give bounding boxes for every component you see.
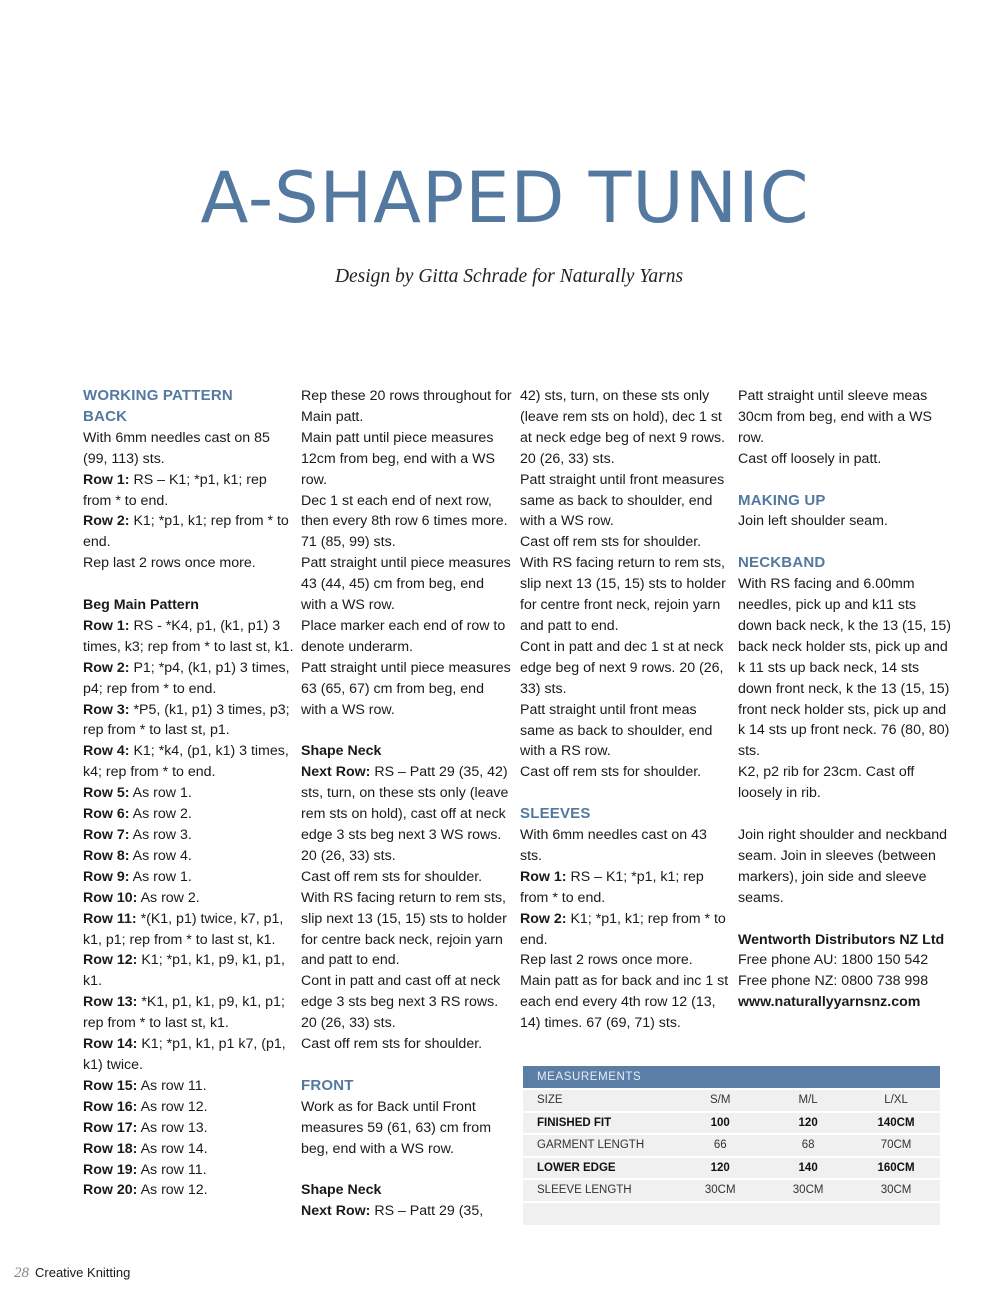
table-cell: 30CM bbox=[792, 1184, 824, 1196]
row-text: RS – Patt 29 (35, bbox=[370, 1203, 484, 1220]
row-label: Row 18: bbox=[83, 1140, 138, 1157]
row-text: As row 1. bbox=[129, 785, 192, 802]
row-text: K1; *p1, k1; rep from * to end. bbox=[83, 513, 289, 551]
main-pattern-row bbox=[83, 888, 295, 909]
row-text: K1; *k4, (p1, k1) 3 times, k4; rep from * to end. bbox=[83, 743, 289, 781]
row-label: Row 7: bbox=[83, 827, 130, 844]
main-pattern-row bbox=[83, 616, 295, 658]
table-row bbox=[523, 1090, 940, 1111]
column-2 bbox=[301, 386, 513, 1222]
sleeve-row-2 bbox=[520, 909, 732, 951]
row-text: RS - *K4, p1, (k1, p1) 3 times, k3; rep from * to last st, k1. bbox=[83, 617, 294, 655]
magazine-name: Creative Knitting bbox=[35, 1265, 131, 1280]
row-text: As row 1. bbox=[129, 868, 192, 885]
main-pattern-row bbox=[83, 741, 295, 783]
row-label: Row 5: bbox=[83, 785, 130, 802]
paragraph: Patt straight until sleeve meas 30cm from beg, end with a WS row. bbox=[738, 388, 932, 446]
website-link[interactable]: www.naturallyyarnsnz.com bbox=[738, 994, 921, 1011]
sleeve-row-1 bbox=[520, 867, 732, 909]
back-rib-row-1 bbox=[83, 470, 295, 512]
back-rib-repeat: Rep last 2 rows once more. bbox=[83, 555, 256, 572]
paragraph: With RS facing return to rem sts, slip next 13 (15, 15) sts to holder for centre front neck, rejoin yarn and patt to end. bbox=[520, 555, 726, 634]
page-title: A-SHAPED TUNIC bbox=[200, 157, 810, 239]
subheading-shape-neck-back: Shape Neck bbox=[301, 743, 382, 760]
row-text: RS – Patt 29 (35, 42) sts, turn, on these sts only (leave rem sts on hold), cast off at neck edge 3 sts beg next 3 WS rows. 20 (26, 33) sts. bbox=[301, 764, 509, 864]
table-row bbox=[523, 1180, 940, 1201]
row-label: Row 17: bbox=[83, 1119, 138, 1136]
back-rib-row-2 bbox=[83, 511, 295, 553]
main-pattern-row bbox=[83, 867, 295, 888]
table-row-label: GARMENT LENGTH bbox=[537, 1139, 645, 1151]
table-cell: 120 bbox=[710, 1161, 730, 1174]
main-pattern-rows bbox=[83, 616, 295, 1201]
table-row bbox=[523, 1113, 940, 1134]
row-text: As row 14. bbox=[137, 1140, 208, 1157]
main-pattern-row bbox=[83, 1034, 295, 1076]
main-pattern-row bbox=[83, 992, 295, 1034]
table-cell: 66 bbox=[713, 1139, 727, 1151]
back-cast-on: With 6mm needles cast on 85 (99, 113) sts. bbox=[83, 429, 270, 467]
paragraph: K2, p2 rib for 23cm. Cast off loosely in rib. bbox=[738, 764, 915, 802]
table-row-label: SLEEVE LENGTH bbox=[537, 1184, 632, 1196]
row-label: Row 9: bbox=[83, 868, 130, 885]
row-label: Next Row: bbox=[301, 764, 371, 781]
heading-working-pattern: WORKING PATTERN bbox=[83, 387, 233, 404]
row-label: Next Row: bbox=[301, 1203, 371, 1220]
row-label: Row 8: bbox=[83, 847, 130, 864]
table-cell: S/M bbox=[709, 1094, 731, 1106]
row-label: Row 11: bbox=[83, 910, 137, 927]
main-pattern-row bbox=[83, 1097, 295, 1118]
table-cell: 140CM bbox=[877, 1116, 915, 1129]
paragraph: Patt straight until piece measures 63 (65, 67) cm from beg, end with a WS row. bbox=[301, 659, 511, 718]
paragraph: Cast off rem sts for shoulder. bbox=[520, 764, 702, 781]
row-text: K1; *p1, k1; rep from * to end. bbox=[520, 910, 726, 948]
row-label: Row 14: bbox=[83, 1036, 138, 1053]
table-row bbox=[523, 1135, 940, 1156]
paragraph: Patt straight until front meas same as back to shoulder, end with a RS row. bbox=[520, 701, 713, 760]
paragraph: Cast off rem sts for shoulder. bbox=[301, 1036, 483, 1053]
row-label: Row 1: bbox=[83, 617, 130, 634]
paragraph: Join right shoulder and neckband seam. Join in sleeves (between markers), join side and sleeve seams. bbox=[738, 826, 948, 906]
paragraph: Patt straight until front measures same as back to shoulder, end with a WS row. bbox=[520, 471, 725, 530]
row-text: P1; *p4, (k1, p1) 3 times, p4; rep from * to end. bbox=[83, 659, 290, 697]
main-pattern-row bbox=[83, 846, 295, 867]
paragraph: Place marker each end of row to denote underarm. bbox=[301, 617, 506, 655]
paragraph: With 6mm needles cast on 43 sts. bbox=[520, 827, 707, 864]
row-label: Row 1: bbox=[83, 471, 130, 488]
main-pattern-row bbox=[83, 1076, 295, 1097]
main-pattern-row bbox=[83, 783, 295, 804]
row-label: Row 10: bbox=[83, 889, 138, 906]
row-text: As row 12. bbox=[137, 1098, 208, 1115]
row-text: As row 2. bbox=[137, 889, 200, 906]
heading-back: BACK bbox=[83, 407, 128, 425]
main-pattern-row bbox=[83, 700, 295, 742]
paragraph: Cast off loosely in patt. bbox=[738, 450, 882, 467]
page-number: 28 bbox=[14, 1265, 29, 1281]
next-row-front bbox=[301, 1201, 513, 1222]
paragraph: Rep these 20 rows throughout for Main patt. bbox=[301, 388, 512, 425]
row-text: As row 11. bbox=[137, 1077, 207, 1094]
main-pattern-row bbox=[83, 825, 295, 846]
table-cell: L/XL bbox=[884, 1094, 908, 1106]
row-label: Row 13: bbox=[83, 994, 138, 1011]
row-label: Row 2: bbox=[83, 513, 130, 530]
measurements-table-header: MEASUREMENTS bbox=[523, 1066, 940, 1088]
table-cell: 30CM bbox=[880, 1184, 912, 1196]
main-pattern-row bbox=[83, 1180, 295, 1201]
row-text: K1; *p1, k1, p1 k7, (p1, k1) twice. bbox=[83, 1036, 286, 1073]
table-row-label: LOWER EDGE bbox=[537, 1161, 616, 1174]
table-cell: 120 bbox=[798, 1116, 818, 1129]
measurements-rows bbox=[523, 1090, 940, 1201]
phone-nz: Free phone NZ: 0800 738 998 bbox=[738, 973, 929, 990]
row-text: As row 2. bbox=[129, 806, 192, 823]
heading-front: FRONT bbox=[301, 1076, 354, 1094]
table-cell: 100 bbox=[710, 1116, 730, 1129]
column-4 bbox=[738, 386, 953, 1013]
paragraph: Cont in patt and dec 1 st at neck edge beg of next 9 rows. 20 (26, 33) sts. bbox=[520, 638, 724, 697]
main-pattern-row bbox=[83, 1160, 295, 1181]
paragraph: Cast off rem sts for shoulder. bbox=[301, 868, 483, 885]
main-pattern-row bbox=[83, 1118, 295, 1139]
row-text: RS – K1; *p1, k1; rep from * to end. bbox=[83, 471, 267, 509]
row-label: Row 3: bbox=[83, 701, 130, 718]
table-row-label: SIZE bbox=[537, 1094, 563, 1106]
measurements-table bbox=[523, 1066, 940, 1225]
row-text: K1; *p1, k1, p9, k1, p1, k1. bbox=[83, 952, 285, 990]
column-3 bbox=[520, 386, 732, 1034]
subheading-beg-main-pattern: Beg Main Pattern bbox=[83, 597, 199, 614]
paragraph: With RS facing and 6.00mm needles, pick up and k11 sts down back neck, k the 13 (15, 15) back neck holder sts, pick up and k 11 sts up back neck, 14 sts down front neck, k the 13 (15, 15) front neck holder sts, pick up and k 14 sts up front neck. 76 (80, 80) sts. bbox=[738, 576, 951, 760]
row-label: Row 4: bbox=[83, 743, 130, 760]
paragraph: Rep last 2 rows once more. bbox=[520, 952, 693, 969]
row-text: RS – K1; *p1, k1; rep from * to end. bbox=[520, 868, 704, 906]
phone-au: Free phone AU: 1800 150 542 bbox=[738, 952, 929, 969]
paragraph: 42) sts, turn, on these sts only (leave rem sts on hold), dec 1 st at neck edge beg of next 9 rows. 20 (26, 33) sts. bbox=[520, 388, 726, 467]
row-text: As row 12. bbox=[137, 1182, 208, 1199]
main-pattern-row bbox=[83, 658, 295, 700]
page-footer bbox=[14, 1265, 130, 1282]
row-label: Row 2: bbox=[520, 910, 567, 927]
row-label: Row 12: bbox=[83, 952, 138, 969]
table-row-label: FINISHED FIT bbox=[537, 1116, 612, 1129]
paragraph: Work as for Back until Front measures 59 (61, 63) cm from beg, end with a WS row. bbox=[301, 1098, 492, 1157]
row-text: *P5, (k1, p1) 3 times, p3; rep from * to last st, p1. bbox=[83, 701, 290, 739]
row-text: As row 4. bbox=[129, 847, 192, 864]
paragraph: Main patt until piece measures 12cm from beg, end with a WS row. bbox=[301, 429, 495, 488]
heading-making-up: MAKING UP bbox=[738, 491, 826, 509]
next-row-back bbox=[301, 762, 513, 867]
main-pattern-row bbox=[83, 950, 295, 992]
table-cell: 68 bbox=[801, 1139, 815, 1151]
table-cell: 30CM bbox=[704, 1184, 736, 1196]
table-blank-row bbox=[523, 1203, 940, 1225]
row-label: Row 16: bbox=[83, 1098, 138, 1115]
main-pattern-row bbox=[83, 1139, 295, 1160]
column-1 bbox=[83, 386, 295, 1201]
row-label: Row 1: bbox=[520, 868, 567, 885]
distributor-name: Wentworth Distributors NZ Ltd bbox=[738, 931, 945, 948]
row-text: As row 11. bbox=[137, 1161, 207, 1178]
row-label: Row 19: bbox=[83, 1161, 138, 1178]
row-label: Row 6: bbox=[83, 806, 130, 823]
designer-byline: Design by Gitta Schrade for Naturally Yarns bbox=[334, 266, 684, 287]
table-cell: 70CM bbox=[880, 1139, 912, 1151]
paragraph: Patt straight until piece measures 43 (44, 45) cm from beg, end with a WS row. bbox=[301, 555, 511, 614]
row-text: *(K1, p1) twice, k7, p1, k1, p1; rep from * to last st, k1. bbox=[83, 910, 284, 948]
table-cell: M/L bbox=[798, 1094, 818, 1106]
table-row bbox=[523, 1158, 940, 1179]
paragraph: Main patt as for back and inc 1 st each end every 4th row 12 (13, 14) times. 67 (69, 71) sts. bbox=[520, 973, 729, 1032]
main-pattern-row bbox=[83, 909, 295, 951]
main-pattern-row bbox=[83, 804, 295, 825]
subheading-shape-neck-front: Shape Neck bbox=[301, 1182, 382, 1199]
heading-neckband: NECKBAND bbox=[738, 554, 826, 572]
row-label: Row 2: bbox=[83, 659, 130, 676]
row-text: *K1, p1, k1, p9, k1, p1; rep from * to last st, k1. bbox=[83, 994, 285, 1032]
row-label: Row 20: bbox=[83, 1182, 138, 1199]
row-text: As row 13. bbox=[137, 1119, 208, 1136]
table-cell: 140 bbox=[798, 1161, 818, 1174]
heading-sleeves: SLEEVES bbox=[520, 805, 591, 823]
paragraph: Cont in patt and cast off at neck edge 3 sts beg next 3 RS rows. 20 (26, 33) sts. bbox=[301, 973, 501, 1032]
row-label: Row 15: bbox=[83, 1077, 138, 1094]
paragraph: Dec 1 st each end of next row, then every 8th row 6 times more. 71 (85, 99) sts. bbox=[301, 492, 508, 551]
row-text: As row 3. bbox=[129, 827, 192, 844]
paragraph: Join left shoulder seam. bbox=[738, 513, 888, 530]
paragraph: Cast off rem sts for shoulder. bbox=[520, 534, 702, 551]
paragraph: With RS facing return to rem sts, slip next 13 (15, 15) sts to holder for centre back neck, rejoin yarn and patt to end. bbox=[301, 889, 507, 969]
table-cell: 160CM bbox=[877, 1161, 915, 1174]
